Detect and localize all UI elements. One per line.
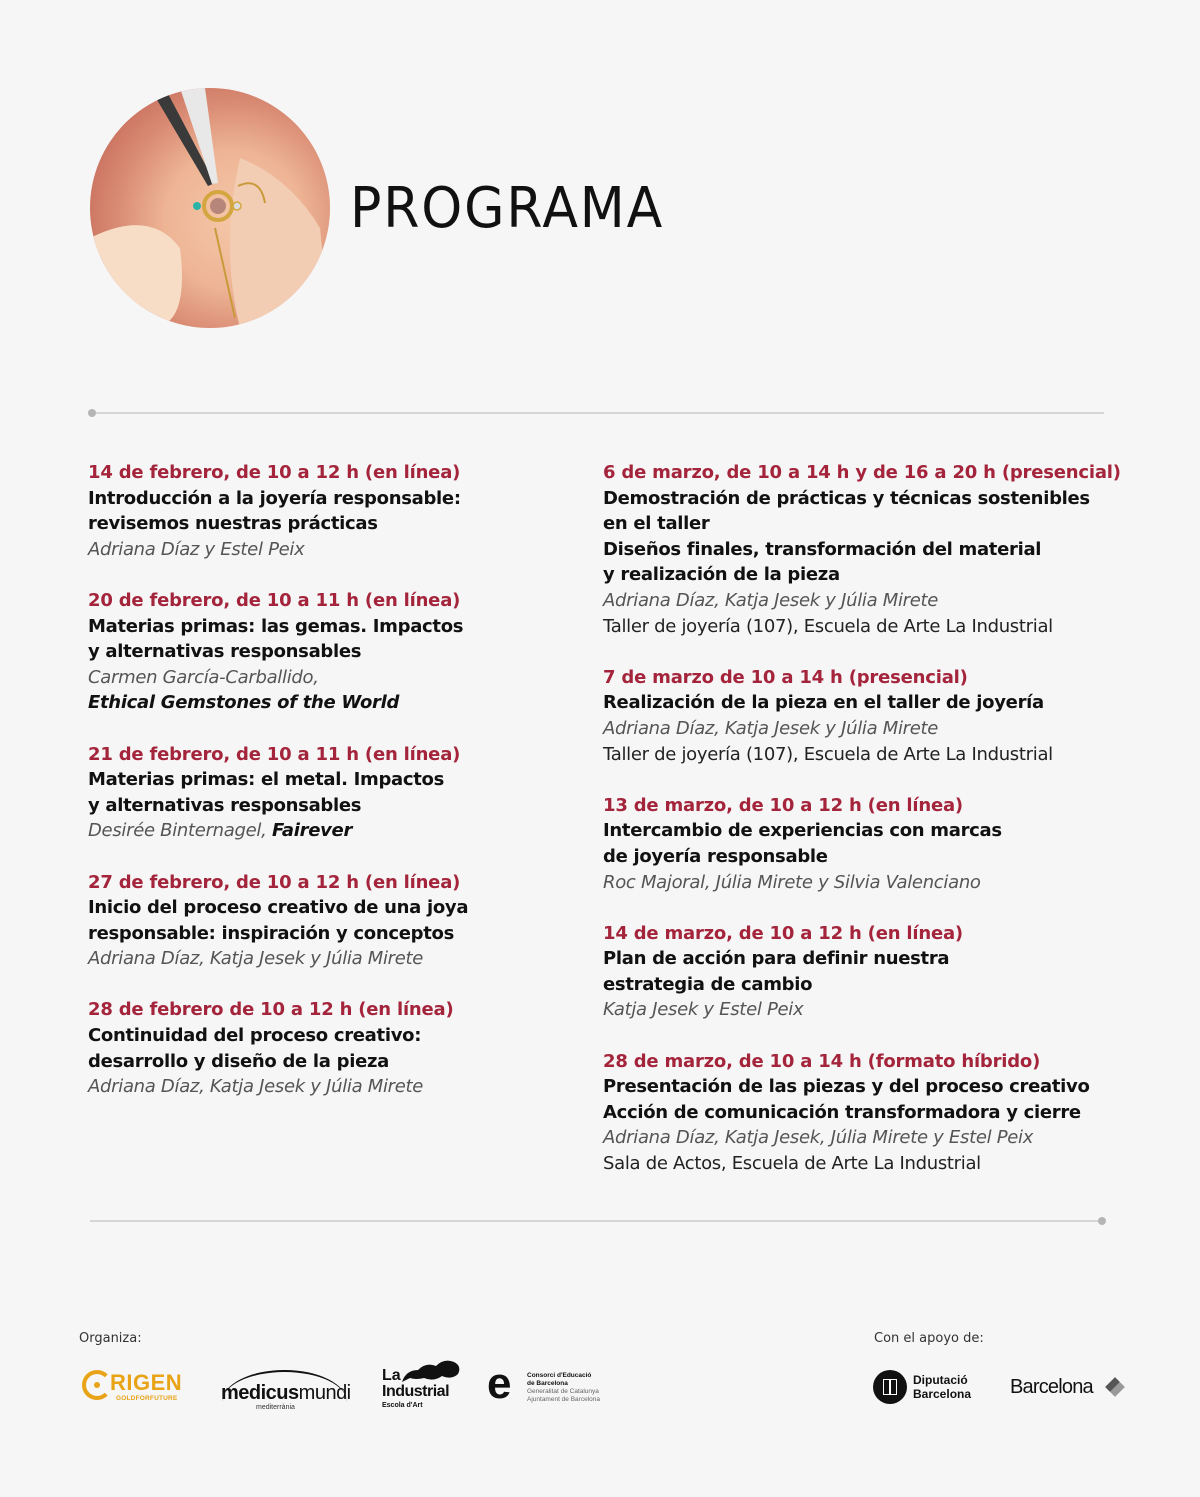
session-title: de joyería responsable <box>603 845 828 867</box>
turquoise-stone-icon <box>193 202 201 210</box>
diputacio-line1: Diputació <box>913 1373 968 1387</box>
session-item <box>603 460 1123 639</box>
origen-logo <box>82 1368 192 1408</box>
session-item <box>603 665 1123 767</box>
page-title: PROGRAMA <box>350 176 665 241</box>
consorci-line4: Ajuntament de Barcelona <box>527 1396 600 1403</box>
consorci-e-mark: e <box>487 1359 512 1408</box>
origen-tagline: GOLDFORFUTURE <box>116 1395 178 1402</box>
session-title: Presentación de las piezas y del proceso creativo <box>603 1076 1090 1098</box>
session-date: 14 de marzo, de 10 a 12 h (en línea) <box>603 922 963 944</box>
industrial-line3: Escola d'Art <box>382 1402 423 1409</box>
header-photo <box>90 88 330 328</box>
session-title: desarrollo y diseño de la pieza <box>88 1050 389 1072</box>
supporters-label: Con el apoyo de: <box>874 1331 984 1346</box>
organizers-label: Organiza: <box>79 1331 142 1346</box>
session-venue: Taller de joyería (107), Escuela de Arte La Industrial <box>603 743 1053 765</box>
barcelona-crest-icon <box>1105 1377 1125 1397</box>
speaker-names: Desirée Binternagel, <box>88 820 272 842</box>
session-title: y alternativas responsables <box>88 641 362 663</box>
session-date: 21 de febrero, de 10 a 11 h (en línea) <box>88 743 461 765</box>
divider-top <box>90 412 1104 414</box>
session-date: 28 de febrero de 10 a 12 h (en línea) <box>88 999 454 1021</box>
session-item <box>88 742 558 844</box>
session-title: responsable: inspiración y conceptos <box>88 922 455 944</box>
session-title: Intercambio de experiencias con marcas <box>603 820 1002 842</box>
speaker-organization: Fairever <box>271 820 353 842</box>
diputacio-seal-icon <box>873 1370 907 1404</box>
divider-dot <box>88 409 96 417</box>
diputacio-barcelona-logo <box>873 1370 993 1410</box>
session-date: 6 de marzo, de 10 a 14 h y de 16 a 20 h (presencial) <box>603 462 1121 483</box>
session-venue: Sala de Actos, Escuela de Arte La Industrial <box>603 1153 981 1175</box>
speaker-organization: Ethical Gemstones of the World <box>88 692 400 714</box>
schedule-column-february <box>88 460 558 1125</box>
session-title: y alternativas responsables <box>88 794 362 816</box>
session-date: 14 de febrero, de 10 a 12 h (en línea) <box>88 462 461 483</box>
session-title: Inicio del proceso creativo de una joya <box>88 897 469 919</box>
session-date: 28 de marzo, de 10 a 14 h (formato híbrido) <box>603 1050 1041 1072</box>
session-title: Materias primas: las gemas. Impactos <box>88 615 464 637</box>
schedule-column-march <box>603 460 1123 1202</box>
session-title: revisemos nuestras prácticas <box>88 513 378 535</box>
session-item <box>603 1049 1123 1177</box>
session-title: Introducción a la joyería responsable: <box>88 487 461 509</box>
consorci-line1: Consorci d'Educació <box>527 1372 592 1379</box>
session-title: Demostración de prácticas y técnicas sostenibles <box>603 487 1090 509</box>
session-speakers: Katja Jesek y Estel Peix <box>603 999 804 1021</box>
session-speakers: Adriana Díaz, Katja Jesek y Júlia Mirete <box>88 948 424 970</box>
session-title: Plan de acción para definir nuestra <box>603 948 950 970</box>
session-date: 13 de marzo, de 10 a 12 h (en línea) <box>603 794 963 816</box>
session-item <box>88 460 558 562</box>
la-industrial-logo <box>382 1358 462 1414</box>
session-venue: Taller de joyería (107), Escuela de Arte La Industrial <box>603 615 1053 637</box>
session-speakers: Adriana Díaz, Katja Jesek y Júlia Mirete <box>88 1076 424 1098</box>
session-title: Materias primas: el metal. Impactos <box>88 769 445 791</box>
session-date: 20 de febrero, de 10 a 11 h (en línea) <box>88 589 461 611</box>
session-title: Acción de comunicación transformadora y cierre <box>603 1101 1081 1123</box>
consorci-educacio-logo <box>487 1359 617 1410</box>
consorci-line3: Generalitat de Catalunya <box>527 1388 599 1395</box>
medicusmundi-logo <box>218 1370 353 1412</box>
session-speakers: Roc Majoral, Júlia Mirete y Silvia Valenciano <box>603 871 981 893</box>
diputacio-line2: Barcelona <box>913 1387 972 1401</box>
session-title: Realización de la pieza en el taller de joyería <box>603 692 1044 714</box>
industrial-line2: Industrial <box>382 1383 450 1400</box>
session-speakers: Adriana Díaz, Katja Jesek y Júlia Mirete <box>603 717 939 739</box>
session-item <box>603 921 1123 1023</box>
origen-ring-icon <box>82 1370 112 1400</box>
session-title: estrategia de cambio <box>603 973 813 995</box>
session-speakers: Adriana Díaz, Katja Jesek, Júlia Mirete y Estel Peix <box>603 1127 1034 1149</box>
session-item <box>88 997 558 1099</box>
medicus-subtitle: mediterrània <box>256 1404 295 1411</box>
session-speakers: Carmen García-Carballido, <box>88 666 319 688</box>
medicus-wordmark: medicusmundi <box>221 1382 351 1404</box>
session-title: y realización de la pieza <box>603 564 840 586</box>
jewelry-photo-illustration <box>90 88 330 328</box>
session-item <box>88 588 558 716</box>
barcelona-wordmark: Barcelona <box>1010 1376 1093 1398</box>
session-item <box>603 793 1123 895</box>
session-item <box>88 870 558 972</box>
session-title: Diseños finales, transformación del material <box>603 538 1042 560</box>
origen-wordmark: RIGEN <box>110 1370 183 1395</box>
divider-dot <box>1098 1217 1106 1225</box>
smoke-cloud-icon <box>400 1358 462 1384</box>
ajuntament-barcelona-logo <box>1010 1376 1130 1406</box>
session-speakers: Adriana Díaz, Katja Jesek y Júlia Mirete <box>603 589 939 611</box>
session-title: Continuidad del proceso creativo: <box>88 1025 422 1047</box>
session-date: 27 de febrero, de 10 a 12 h (en línea) <box>88 871 461 893</box>
divider-bottom <box>90 1220 1104 1222</box>
finger-shape <box>90 225 182 328</box>
session-speakers: Adriana Díaz y Estel Peix <box>88 538 305 560</box>
session-date: 7 de marzo de 10 a 14 h (presencial) <box>603 666 968 688</box>
session-title: en el taller <box>603 513 710 535</box>
consorci-line2: de Barcelona <box>527 1380 568 1387</box>
session-speakers <box>88 818 558 844</box>
industrial-line1: La <box>382 1367 401 1384</box>
